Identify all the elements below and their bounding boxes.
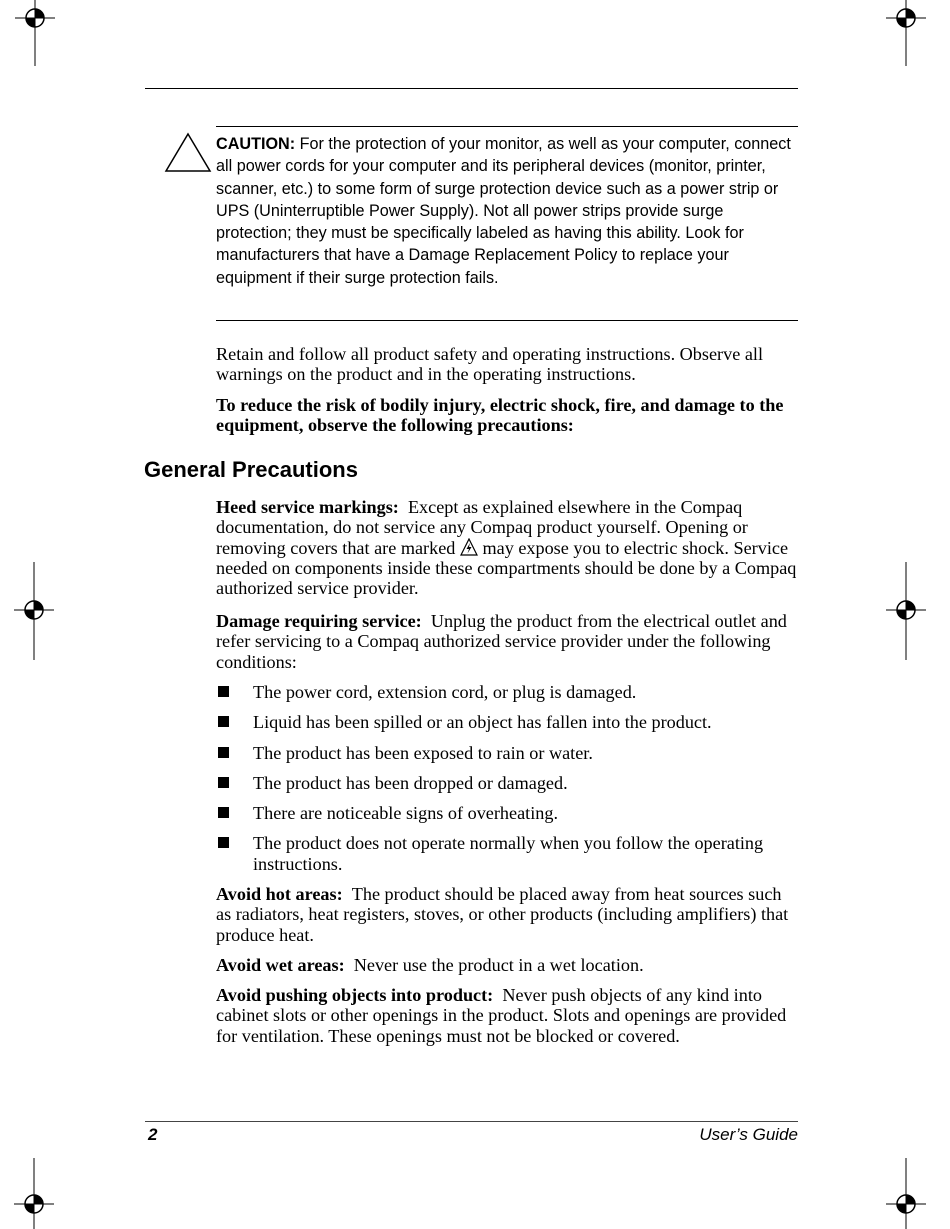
- bullet-square-icon: [218, 747, 229, 758]
- avoid-wet-label: Avoid wet areas:: [216, 955, 345, 975]
- list-item-text: The product does not operate normally when you follow the operating instructions.: [253, 833, 764, 874]
- registration-mark-bottom-left-icon: [14, 1158, 54, 1198]
- list-item: [216, 803, 800, 823]
- list-item-text: The product has been exposed to rain or water.: [253, 742, 593, 763]
- bullet-square-icon: [218, 807, 229, 818]
- list-item-text: The product has been dropped or damaged.: [253, 772, 568, 793]
- avoid-pushing-text: Never push objects of any kind into cabinet slots or other openings in the product. Slots and openings are provided for ventilation. These openings must not be blocked or covered.: [216, 985, 787, 1046]
- retain-paragraph: Retain and follow all product safety and operating instructions. Observe all warnings on the product and in the operating instructions.: [216, 344, 763, 385]
- heed-service-text-1: Except as explained elsewhere in the Compaq documentation, do not service any Compaq product yourself. Opening or removing covers that are marked: [216, 497, 748, 558]
- avoid-pushing-paragraph: [216, 985, 800, 1046]
- bullet-square-icon: [218, 716, 229, 727]
- heed-service-label: Heed service markings:: [216, 497, 399, 517]
- registration-mark-top-right-icon: [886, 0, 926, 40]
- caution-label: CAUTION:: [216, 135, 296, 153]
- caution-bottom-rule: [216, 320, 798, 321]
- caution-text: [216, 133, 800, 289]
- avoid-pushing-label: Avoid pushing objects into product:: [216, 985, 494, 1005]
- header-rule: [145, 88, 798, 89]
- bullet-square-icon: [218, 837, 229, 848]
- avoid-hot-label: Avoid hot areas:: [216, 884, 343, 904]
- heed-service-text-2: may expose you to electric shock. Service needed on components inside these compartments should be done by a Compaq authorized service provider.: [216, 537, 797, 599]
- electric-shock-warning-icon: [460, 538, 478, 556]
- heed-service-paragraph: [216, 497, 800, 598]
- list-item: [216, 743, 800, 763]
- damage-conditions-list: [216, 682, 800, 874]
- list-item: [216, 833, 800, 874]
- list-item-text: Liquid has been spilled or an object has fallen into the product.: [253, 712, 712, 733]
- damage-service-text: Unplug the product from the electrical outlet and refer servicing to a Compaq authorized service provider under the following conditions:: [216, 611, 787, 672]
- avoid-wet-text: Never use the product in a wet location.: [353, 955, 644, 975]
- list-item: [216, 682, 800, 702]
- damage-service-paragraph: [216, 611, 800, 672]
- list-item: [216, 712, 800, 732]
- footer-rule: [145, 1121, 798, 1122]
- avoid-hot-paragraph: [216, 884, 800, 945]
- registration-mark-bottom-right-icon: [886, 1158, 926, 1198]
- bullet-square-icon: [218, 686, 229, 697]
- list-item-text: There are noticeable signs of overheating.: [253, 803, 559, 824]
- list-item-text: The power cord, extension cord, or plug is damaged.: [253, 682, 637, 702]
- bullet-square-icon: [218, 777, 229, 788]
- caution-body: For the protection of your monitor, as well as your computer, connect all power cords for your computer and its peripheral devices (monitor, printer, scanner, etc.) to some form of surge protection device such as a power strip or UPS (Uninterruptible Power Supply). Not all power strips provide surge protection; they must be specifically labeled as having this ability. Look for manufacturers that have a Damage Replacement Policy to replace your equipment if their surge protection fails.: [216, 135, 791, 287]
- caution-triangle-icon: [164, 132, 212, 174]
- avoid-hot-text: The product should be placed away from heat sources such as radiators, heat registers, stoves, or other products (including amplifiers) that produce heat.: [216, 884, 789, 945]
- registration-mark-mid-left-icon: [14, 562, 54, 602]
- caution-top-rule: [216, 126, 798, 127]
- footer-title: User’s Guide: [699, 1125, 798, 1144]
- registration-mark-top-left-icon: [15, 0, 55, 40]
- registration-mark-mid-right-icon: [886, 562, 926, 602]
- section-heading: General Precautions: [144, 457, 358, 482]
- list-item: [216, 773, 800, 793]
- page-number: 2: [148, 1125, 158, 1144]
- precaution-warning-paragraph: To reduce the risk of bodily injury, electric shock, fire, and damage to the equipment, observe the following precautions:: [216, 395, 784, 436]
- avoid-wet-paragraph: [216, 955, 800, 975]
- damage-service-label: Damage requiring service:: [216, 611, 422, 631]
